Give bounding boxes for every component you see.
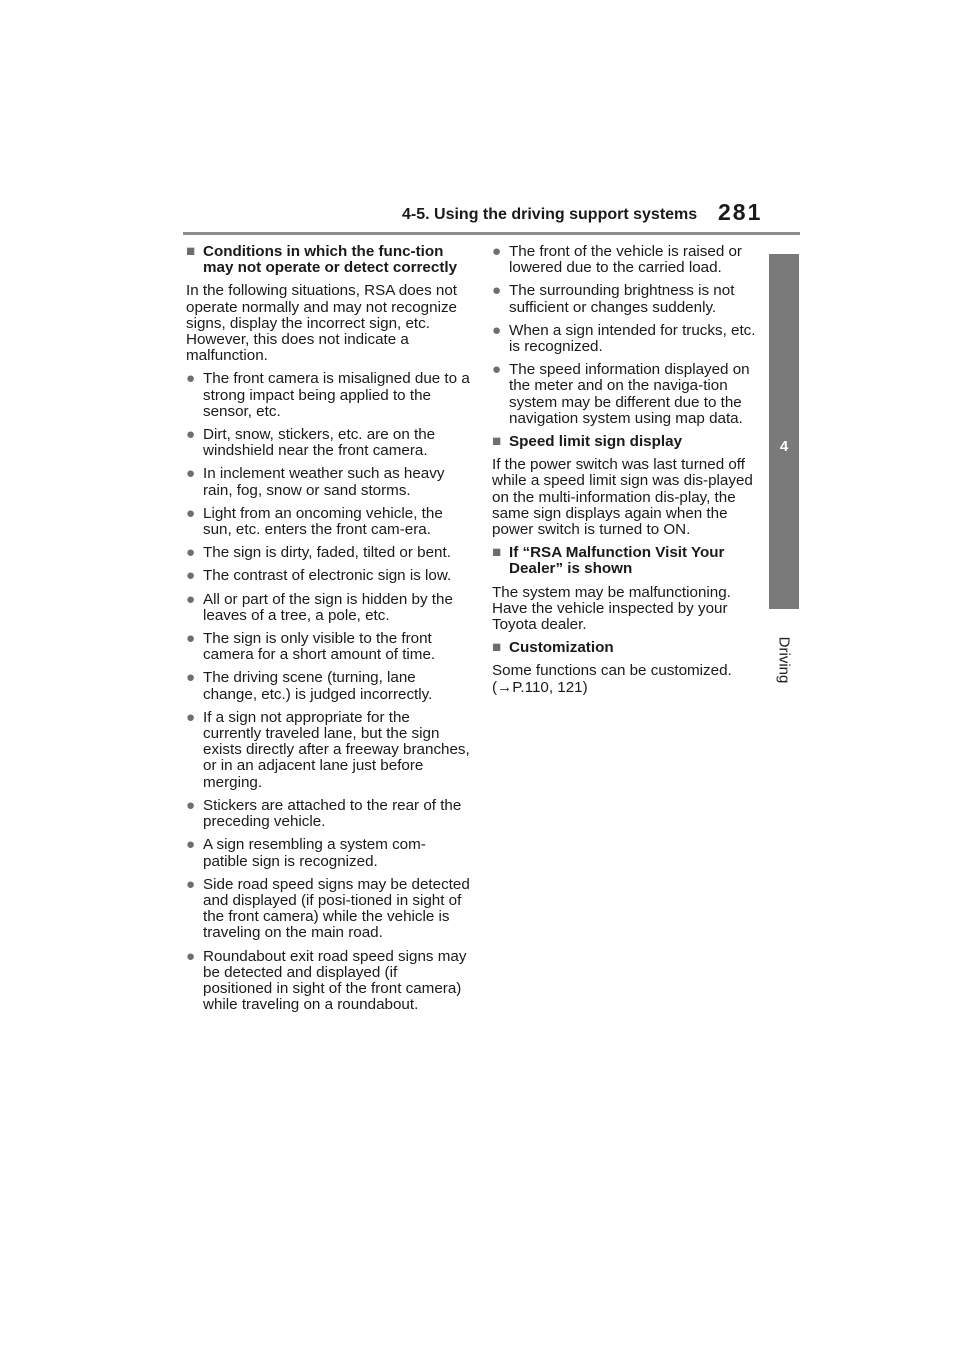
round-bullet-icon: ● bbox=[186, 370, 196, 388]
bullet-item bbox=[186, 877, 470, 942]
bullet-item bbox=[492, 244, 760, 276]
round-bullet-icon: ● bbox=[492, 321, 502, 339]
section-heading-conditions bbox=[186, 244, 470, 276]
bullet-item bbox=[186, 506, 470, 538]
section-heading-speed-limit bbox=[492, 434, 760, 450]
bullet-text: The sign is only visible to the front camera for a short amount of time. bbox=[203, 630, 436, 664]
round-bullet-icon: ● bbox=[492, 282, 502, 300]
malfunction-paragraph: The system may be malfunctioning. Have the vehicle inspected by your Toyota dealer. bbox=[492, 583, 731, 634]
bullet-item bbox=[186, 568, 470, 584]
square-bullet-icon: ■ bbox=[492, 639, 502, 657]
chapter-label: Driving bbox=[775, 636, 793, 684]
bullet-item bbox=[186, 371, 470, 420]
section-heading-malfunction bbox=[492, 545, 760, 577]
bullet-text: Stickers are attached to the rear of the preceding vehicle. bbox=[203, 796, 462, 831]
bullet-item bbox=[186, 710, 470, 791]
round-bullet-icon: ● bbox=[186, 796, 196, 814]
square-bullet-icon: ■ bbox=[492, 433, 502, 451]
round-bullet-icon: ● bbox=[492, 243, 502, 260]
bullet-text: When a sign intended for trucks, etc. is recognized. bbox=[509, 321, 756, 356]
bullet-text: The driving scene (turning, lane change, etc.) is judged incorrectly. bbox=[203, 669, 433, 703]
bullet-text: The contrast of electronic sign is low. bbox=[203, 567, 452, 585]
round-bullet-icon: ● bbox=[186, 669, 196, 687]
page-reference-link[interactable]: (→P.110, 121) bbox=[492, 678, 588, 696]
bullet-item bbox=[186, 592, 470, 624]
customization-paragraph bbox=[492, 663, 760, 695]
customization-text: Some functions can be customized. bbox=[492, 662, 732, 680]
square-bullet-icon: ■ bbox=[186, 243, 196, 260]
square-bullet-icon: ■ bbox=[492, 544, 502, 562]
page-number: 281 bbox=[718, 199, 763, 225]
bullet-item bbox=[186, 466, 470, 498]
round-bullet-icon: ● bbox=[186, 630, 196, 648]
right-column bbox=[492, 244, 760, 703]
bullet-text: Light from an oncoming vehicle, the sun, etc. enters the front cam-era. bbox=[203, 504, 443, 539]
round-bullet-icon: ● bbox=[492, 361, 502, 379]
round-bullet-icon: ● bbox=[186, 708, 196, 726]
speed-limit-paragraph: If the power switch was last turned off while a speed limit sign was dis-played on the multi-information dis-play, the same sign displays again when the power switch is turned to ON. bbox=[492, 456, 753, 539]
intro-paragraph: In the following situations, RSA does not operate normally and may not recognize signs, display the incorrect sign, etc. However, this does not indicate a malfunction. bbox=[186, 282, 458, 365]
bullet-item bbox=[492, 323, 760, 355]
bullet-item bbox=[492, 283, 760, 315]
bullet-item bbox=[186, 798, 470, 830]
round-bullet-icon: ● bbox=[186, 836, 196, 854]
bullet-text: If a sign not appropriate for the currently traveled lane, but the sign exists directly after a freeway branches, or in an adjacent lane just before merging. bbox=[203, 708, 470, 791]
bullet-text: Dirt, snow, stickers, etc. are on the windshield near the front camera. bbox=[203, 426, 436, 460]
bullet-item bbox=[186, 545, 470, 561]
heading-text: Speed limit sign display bbox=[509, 433, 683, 451]
heading-text: Customization bbox=[509, 639, 614, 657]
header-rule bbox=[183, 232, 800, 235]
round-bullet-icon: ● bbox=[186, 947, 196, 965]
bullet-text: A sign resembling a system com-patible sign is recognized. bbox=[203, 836, 426, 870]
heading-text: If “RSA Malfunction Visit Your Dealer” is shown bbox=[509, 544, 725, 578]
chapter-number: 4 bbox=[779, 438, 789, 455]
bullet-list bbox=[186, 371, 470, 1013]
chapter-tab bbox=[769, 254, 799, 609]
bullet-text: Side road speed signs may be detected and displayed (if posi-tioned in sight of the front camera) while the vehicle is traveling on the main road. bbox=[203, 875, 470, 942]
bullet-list bbox=[492, 244, 760, 427]
section-title: 4-5. Using the driving support systems bbox=[402, 206, 698, 223]
round-bullet-icon: ● bbox=[186, 465, 196, 483]
bullet-text: The surrounding brightness is not sufficient or changes suddenly. bbox=[509, 282, 735, 316]
bullet-item bbox=[186, 427, 470, 459]
round-bullet-icon: ● bbox=[186, 590, 196, 608]
left-column bbox=[186, 244, 470, 1020]
section-heading-customization bbox=[492, 640, 760, 656]
bullet-text: The speed information displayed on the meter and on the naviga-tion system may be different due to the navigation system using map data. bbox=[509, 361, 750, 427]
bullet-text: The sign is dirty, faded, tilted or bent. bbox=[203, 544, 451, 562]
round-bullet-icon: ● bbox=[186, 426, 196, 444]
bullet-text: Roundabout exit road speed signs may be detected and displayed (if positioned in sight of the front camera) while traveling on a roundabout. bbox=[203, 947, 467, 1014]
bullet-item bbox=[492, 362, 760, 427]
bullet-text: All or part of the sign is hidden by the leaves of a tree, a pole, etc. bbox=[203, 590, 453, 624]
bullet-item bbox=[186, 837, 470, 869]
round-bullet-icon: ● bbox=[186, 544, 196, 562]
bullet-text: In inclement weather such as heavy rain, fog, snow or sand storms. bbox=[203, 465, 445, 499]
bullet-text: The front camera is misaligned due to a strong impact being applied to the sensor, etc. bbox=[203, 370, 470, 420]
bullet-item bbox=[186, 670, 470, 702]
round-bullet-icon: ● bbox=[186, 567, 196, 585]
bullet-item bbox=[186, 949, 470, 1014]
bullet-item bbox=[186, 631, 470, 663]
heading-text: Conditions in which the func-tion may not operate or detect correctly bbox=[203, 243, 458, 277]
bullet-text: The front of the vehicle is raised or lowered due to the carried load. bbox=[509, 243, 742, 277]
round-bullet-icon: ● bbox=[186, 504, 196, 522]
round-bullet-icon: ● bbox=[186, 875, 196, 893]
